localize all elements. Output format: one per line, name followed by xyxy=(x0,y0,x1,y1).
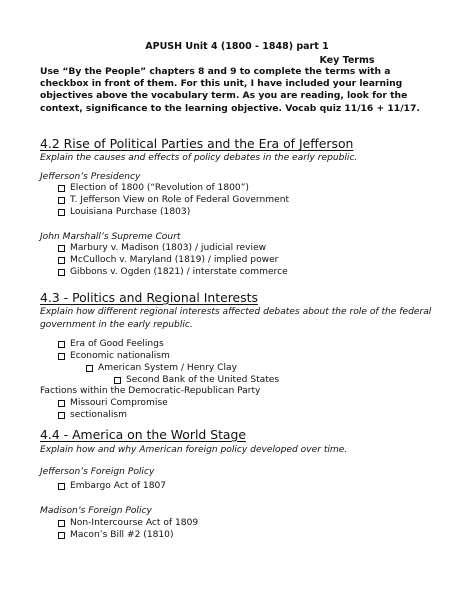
group-label: Jefferson’s Foreign Policy xyxy=(40,467,155,477)
term-item xyxy=(58,481,166,491)
term-item xyxy=(58,398,168,408)
section-title: Politics and Regional Interests xyxy=(72,290,258,305)
learning-objective: Explain how and why American foreign policy developed over time. xyxy=(40,445,348,455)
group-label: Jefferson’s Presidency xyxy=(40,172,141,182)
term-label: Louisiana Purchase (1803) xyxy=(70,207,191,217)
checkbox-icon[interactable] xyxy=(58,532,65,539)
document-title: APUSH Unit 4 (1800 - 1848) part 1 xyxy=(145,41,329,52)
term-item xyxy=(86,363,237,373)
group-label: John Marshall’s Supreme Court xyxy=(40,232,181,242)
term-label: Election of 1800 (“Revolution of 1800”) xyxy=(70,183,249,193)
term-item xyxy=(58,351,170,361)
term-item xyxy=(114,375,279,385)
group-label: Factions within the Democratic-Republican Party xyxy=(40,386,261,396)
checkbox-icon[interactable] xyxy=(86,365,93,372)
term-label: Embargo Act of 1807 xyxy=(70,481,167,491)
section-number: 4.4 - xyxy=(40,427,73,442)
term-label: Second Bank of the United States xyxy=(126,375,280,385)
section-heading-4-2: 4.2 Rise of Political Parties and the Era of Jefferson xyxy=(40,136,354,151)
term-label: Gibbons v. Ogden (1821) / interstate commerce xyxy=(70,267,288,277)
section-title: America on the World Stage xyxy=(72,427,247,442)
term-label: Marbury v. Madison (1803) / judicial review xyxy=(70,243,267,253)
checkbox-icon[interactable] xyxy=(58,245,65,252)
checkbox-icon[interactable] xyxy=(58,400,65,407)
checkbox-icon[interactable] xyxy=(58,209,65,216)
checkbox-icon[interactable] xyxy=(58,483,65,490)
checkbox-icon[interactable] xyxy=(114,377,121,384)
intro-paragraph: Use “By the People” chapters 8 and 9 to complete the terms with a checkbox in front of them. For this unit, I have included your learning objectives above the vocabulary term. As you are reading, look for the context, significance to the learning objective. Vocab quiz 11/16 + 11/17. xyxy=(40,66,420,114)
term-item xyxy=(58,243,266,253)
checkbox-icon[interactable] xyxy=(58,353,65,360)
term-label: T. Jefferson View on Role of Federal Government xyxy=(70,195,290,205)
checkbox-icon[interactable] xyxy=(58,520,65,527)
term-label: McCulloch v. Maryland (1819) / implied power xyxy=(70,255,279,265)
checkbox-icon[interactable] xyxy=(58,269,65,276)
term-label: Economic nationalism xyxy=(70,351,170,361)
group-label: Madison’s Foreign Policy xyxy=(40,506,152,516)
term-item xyxy=(58,530,174,540)
term-item xyxy=(58,339,164,349)
term-item xyxy=(58,207,190,217)
term-label: sectionalism xyxy=(70,410,127,420)
term-item xyxy=(58,195,289,205)
checkbox-icon[interactable] xyxy=(58,341,65,348)
section-heading-4-4 xyxy=(40,427,246,442)
checkbox-icon[interactable] xyxy=(58,257,65,264)
term-label: Macon’s Bill #2 (1810) xyxy=(70,530,174,540)
term-item xyxy=(58,183,249,193)
learning-objective: Explain how different regional interests affected debates about the role of the federal government in the early republic. xyxy=(40,307,432,330)
term-label: Non-Intercourse Act of 1809 xyxy=(70,518,199,528)
checkbox-icon[interactable] xyxy=(58,197,65,204)
checkbox-icon[interactable] xyxy=(58,412,65,419)
term-item xyxy=(58,255,278,265)
section-number: 4.3 - xyxy=(40,290,73,305)
document-subtitle: Key Terms xyxy=(319,55,375,66)
term-item xyxy=(58,518,198,528)
term-label: American System / Henry Clay xyxy=(98,363,237,373)
term-label: Era of Good Feelings xyxy=(70,339,164,349)
checkbox-icon[interactable] xyxy=(58,185,65,192)
section-heading-4-3 xyxy=(40,290,258,305)
term-item xyxy=(58,267,288,277)
learning-objective: Explain the causes and effects of policy debates in the early republic. xyxy=(40,153,358,163)
term-item xyxy=(58,410,127,420)
term-label: Missouri Compromise xyxy=(70,398,168,408)
